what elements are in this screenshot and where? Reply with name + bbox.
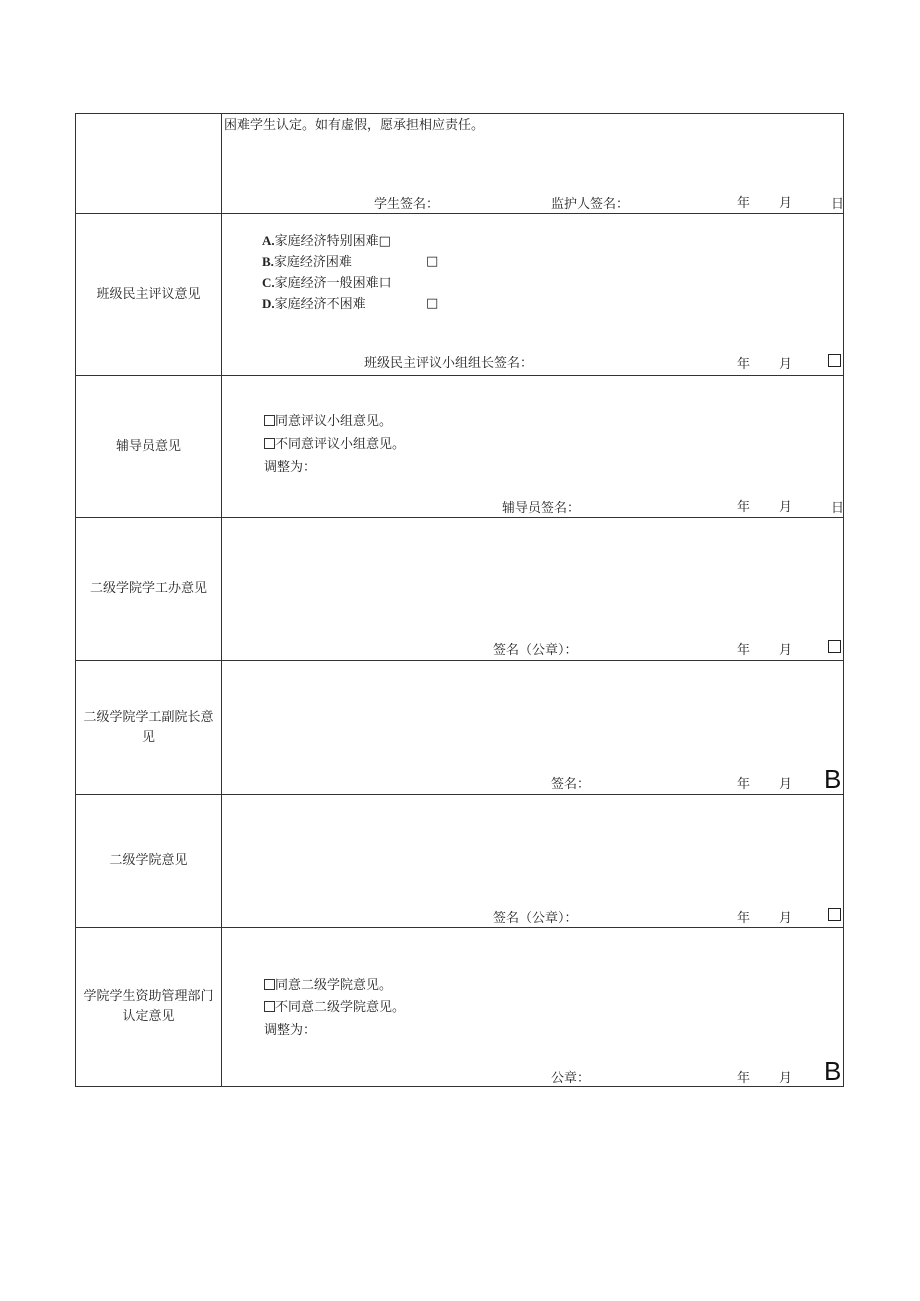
commitment-text: 困难学生认定。如有虚假，愿承担相应责任。 [224,118,485,133]
month-label: 月 [779,357,793,372]
agree-checkbox[interactable] [264,979,275,990]
disagree-option[interactable] [264,1000,405,1016]
month-label: 月 [779,777,793,792]
day-box-glyph [828,908,841,921]
month-label: 月 [779,500,793,515]
disagree-text: 不同意二级学院意见。 [275,1000,406,1015]
college-label: 二级学院意见 [76,795,222,927]
option-c-checkbox[interactable]: 口 [378,276,392,291]
adjust-label: 调整为： [264,1023,317,1038]
student-signature-label: 学生签名： [374,197,440,212]
college-office-row [76,518,843,661]
signature-seal-label: 签名（公章）： [493,643,578,658]
disagree-option[interactable] [264,437,405,453]
signature-seal-label: 签名（公章）： [493,911,578,926]
year-label: 年 [737,196,751,211]
commitment-label-cell [76,114,222,213]
group-leader-signature-label: 班级民主评议小组组长签名： [364,356,534,371]
month-label: 月 [779,196,793,211]
commitment-content-cell [222,114,843,213]
guardian-signature-label: 监护人签名： [551,197,630,212]
class-review-label: 班级民主评议意见 [76,214,222,375]
day-glyph: B [824,1056,842,1086]
option-d-text: 家庭经济不困难 [274,297,366,312]
class-review-row [76,214,843,376]
day-label: 日 [831,197,845,212]
agree-text: 同意评议小组意见。 [275,414,393,429]
agree-text: 同意二级学院意见。 [275,978,393,993]
commitment-row [76,114,843,214]
option-c-letter: C. [262,275,275,290]
agree-option[interactable] [264,414,392,430]
counselor-signature-label: 辅导员签名： [502,501,581,516]
year-label: 年 [737,500,751,515]
month-label: 月 [779,643,793,658]
college-office-content [222,518,843,660]
signature-label: 签名： [551,777,591,792]
option-c-text: 家庭经济一般困难 [274,276,379,291]
disagree-text: 不同意评议小组意见。 [275,437,406,452]
month-label: 月 [779,911,793,926]
counselor-label: 辅导员意见 [76,376,222,517]
option-b[interactable] [262,254,352,271]
year-label: 年 [737,643,751,658]
seal-label: 公章： [551,1071,591,1086]
vice-dean-row [76,661,843,795]
disagree-checkbox[interactable] [264,1001,275,1012]
option-a-checkbox[interactable]: □ [378,234,391,249]
option-b-text: 家庭经济困难 [273,255,352,270]
option-c[interactable] [262,275,392,292]
vice-dean-content [222,661,843,794]
aid-dept-label: 学院学生资助管理部门认定意见 [76,928,222,1086]
month-label: 月 [779,1071,793,1086]
class-review-content [222,214,843,375]
option-a[interactable] [262,233,391,250]
vice-dean-label: 二级学院学工副院长意见 [76,661,222,794]
option-b-letter: B. [262,254,274,269]
year-label: 年 [737,777,751,792]
agree-option[interactable] [264,978,392,994]
disagree-checkbox[interactable] [264,438,275,449]
college-row [76,795,843,928]
counselor-row [76,376,843,518]
option-b-checkbox[interactable]: □ [426,254,439,269]
year-label: 年 [737,911,751,926]
counselor-content [222,376,843,517]
year-label: 年 [737,357,751,372]
aid-dept-content [222,928,843,1086]
day-box-glyph [828,640,841,653]
day-label: 日 [831,501,845,516]
adjust-label: 调整为： [264,460,317,475]
day-box-glyph [828,354,841,367]
year-label: 年 [737,1071,751,1086]
day-glyph: B [824,764,842,794]
college-office-label: 二级学院学工办意见 [76,518,222,660]
option-a-text: 家庭经济特别困难 [274,234,379,249]
option-d-letter: D. [262,296,275,311]
option-a-letter: A. [262,233,275,248]
aid-dept-row [76,928,843,1086]
assessment-form-table [75,113,844,1087]
agree-checkbox[interactable] [264,415,275,426]
college-content [222,795,843,927]
option-d[interactable] [262,296,366,313]
option-d-checkbox[interactable]: □ [426,296,439,311]
